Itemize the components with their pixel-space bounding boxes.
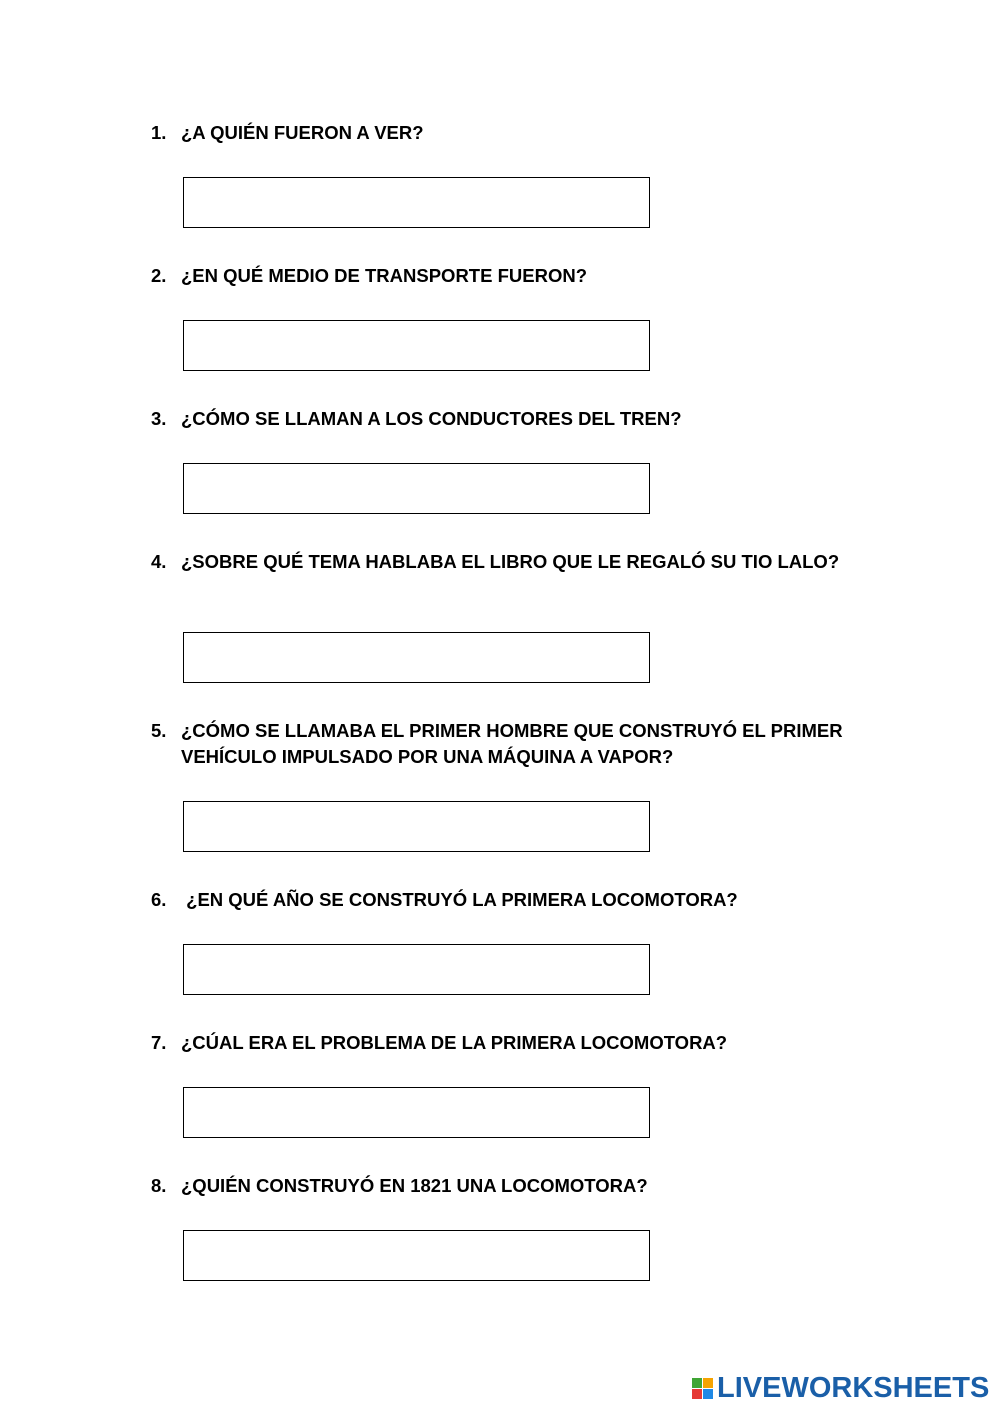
- question-text: ¿A QUIÉN FUERON A VER?: [181, 122, 424, 143]
- liveworksheets-logo: [692, 1372, 989, 1404]
- question-number: 2.: [151, 265, 167, 286]
- answer-box-7[interactable]: [183, 1087, 650, 1138]
- answer-box-8[interactable]: [183, 1230, 650, 1281]
- question-text: ¿SOBRE QUÉ TEMA HABLABA EL LIBRO QUE LE REGALÓ SU TIO LALO?: [181, 551, 840, 572]
- answer-box-6[interactable]: [183, 944, 650, 995]
- question-number: 3.: [151, 408, 167, 429]
- question-number: 5.: [151, 720, 167, 741]
- question-number: 8.: [151, 1175, 167, 1196]
- question-text: ¿CÓMO SE LLAMABA EL PRIMER HOMBRE QUE CONSTRUYÓ EL PRIMER VEHÍCULO IMPULSADO POR UNA MÁQUINA A VAPOR?: [181, 720, 843, 767]
- answer-box-5[interactable]: [183, 801, 650, 852]
- question-2: [151, 263, 851, 289]
- question-4: [151, 549, 851, 575]
- answer-box-3[interactable]: [183, 463, 650, 514]
- question-number: 4.: [151, 551, 167, 572]
- logo-text: LIVEWORKSHEETS: [717, 1371, 990, 1404]
- question-7: [151, 1030, 851, 1056]
- answer-box-2[interactable]: [183, 320, 650, 371]
- question-number: 1.: [151, 122, 167, 143]
- question-text: ¿EN QUÉ MEDIO DE TRANSPORTE FUERON?: [181, 265, 587, 286]
- question-text: ¿CÚAL ERA EL PROBLEMA DE LA PRIMERA LOCOMOTORA?: [181, 1032, 728, 1053]
- liveworksheets-icon: [692, 1378, 713, 1399]
- answer-box-1[interactable]: [183, 177, 650, 228]
- question-number: 7.: [151, 1032, 167, 1053]
- question-3: [151, 406, 851, 432]
- question-text: ¿QUIÉN CONSTRUYÓ EN 1821 UNA LOCOMOTORA?: [181, 1175, 648, 1196]
- question-text: ¿EN QUÉ AÑO SE CONSTRUYÓ LA PRIMERA LOCOMOTORA?: [181, 889, 738, 910]
- answer-box-4[interactable]: [183, 632, 650, 683]
- question-text: ¿CÓMO SE LLAMAN A LOS CONDUCTORES DEL TREN?: [181, 408, 682, 429]
- question-5: [151, 718, 851, 770]
- question-1: [151, 120, 851, 146]
- question-number: 6.: [151, 889, 167, 910]
- question-8: [151, 1173, 851, 1199]
- question-6: [151, 887, 851, 913]
